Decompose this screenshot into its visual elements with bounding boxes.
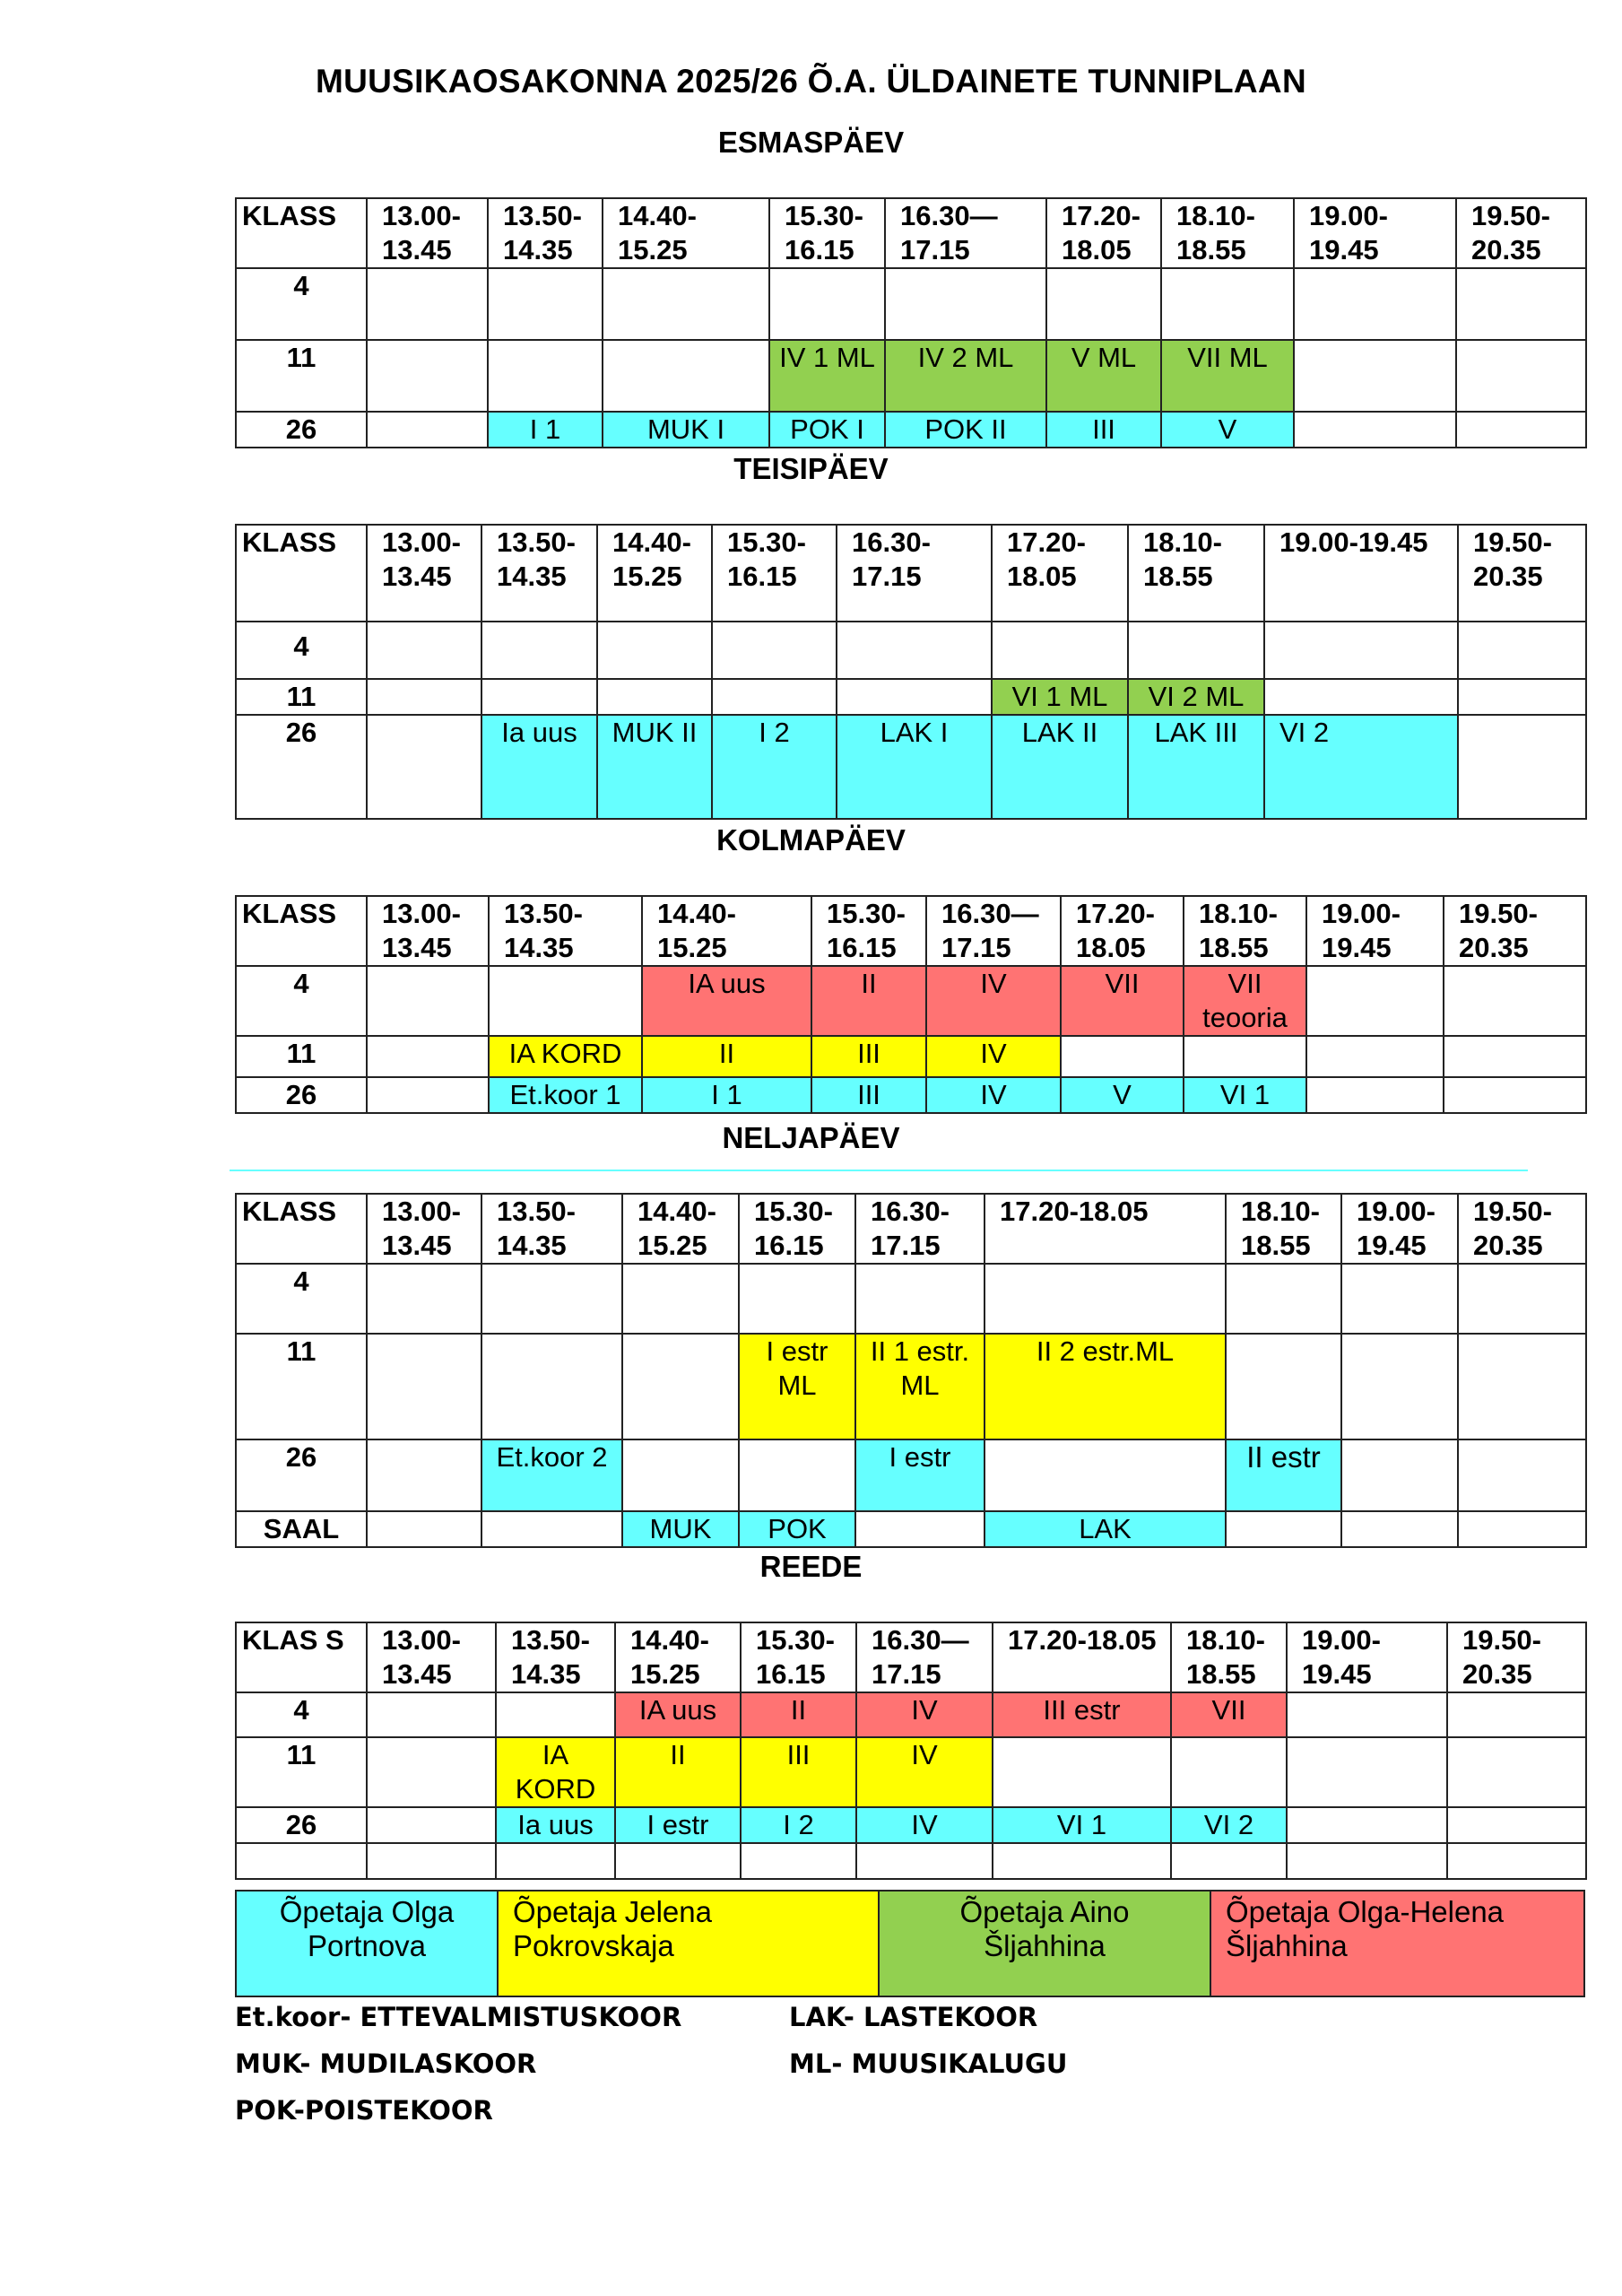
lesson-cell: I 1: [488, 412, 603, 448]
lesson-cell: III: [811, 1077, 926, 1113]
header-cell: 15.30-16.15: [712, 525, 837, 622]
class-label: 11: [236, 340, 367, 412]
class-label: SAAL: [236, 1511, 367, 1547]
lesson-cell: VII: [1061, 966, 1184, 1036]
header-cell: 13.50-14.35: [488, 198, 603, 268]
header-cell: 18.10-18.55: [1161, 198, 1294, 268]
abbreviation-pok: POK-POISTEKOOR: [235, 2095, 493, 2126]
class-label: 11: [236, 1737, 367, 1807]
day-heading-wednesday: KOLMAPÄEV: [716, 823, 906, 857]
lesson-cell: IV: [856, 1807, 993, 1843]
header-cell: 19.00-19.45: [1287, 1622, 1447, 1692]
header-cell: 19.50-20.35: [1447, 1622, 1586, 1692]
lesson-cell: IV: [926, 1036, 1061, 1077]
header-cell: 13.50-14.35: [489, 896, 642, 966]
lesson-cell: III: [1046, 412, 1161, 448]
header-cell: 17.20-18.05: [993, 1622, 1171, 1692]
legend-olga-portnova: Õpetaja Olga Portnova: [237, 1892, 499, 1996]
header-cell: 19.50-20.35: [1458, 1194, 1586, 1264]
lesson-cell: POK II: [885, 412, 1046, 448]
header-cell: KLASS: [236, 525, 367, 622]
lesson-cell: Et.koor 2: [481, 1439, 622, 1511]
lesson-cell: VII: [1171, 1692, 1287, 1737]
header-cell: 14.40-15.25: [597, 525, 712, 622]
lesson-cell: VI 2: [1264, 715, 1458, 819]
lesson-cell: LAK II: [992, 715, 1128, 819]
header-cell: 18.10-18.55: [1184, 896, 1306, 966]
header-cell: KLAS S: [236, 1622, 367, 1692]
header-cell: 19.00-19.45: [1294, 198, 1456, 268]
header-cell: 14.40-15.25: [622, 1194, 739, 1264]
header-cell: 16.30—17.15: [856, 1622, 993, 1692]
class-label: 11: [236, 1334, 367, 1439]
class-label: 26: [236, 1077, 367, 1113]
class-label: 26: [236, 1439, 367, 1511]
lesson-cell: V: [1161, 412, 1294, 448]
schedule-table-tuesday: [235, 524, 1587, 820]
schedule-table-wednesday: [235, 895, 1587, 1114]
header-cell: 19.00-19.45: [1341, 1194, 1458, 1264]
class-label: 4: [236, 622, 367, 679]
section-divider: [230, 1170, 1528, 1171]
lesson-cell: II: [642, 1036, 811, 1077]
lesson-cell: VI 1: [993, 1807, 1171, 1843]
lesson-cell: IV 2 ML: [885, 340, 1046, 412]
header-cell: 15.30-16.15: [769, 198, 885, 268]
lesson-cell: MUK I: [603, 412, 769, 448]
header-cell: 18.10-18.55: [1226, 1194, 1341, 1264]
schedule-table-monday: [235, 197, 1587, 448]
lesson-cell: IV: [856, 1692, 993, 1737]
page-title: MUUSIKAOSAKONNA 2025/26 Õ.A. ÜLDAINETE TUNNIPLAAN: [316, 63, 1306, 100]
legend-olga-helena-sljahhina: Õpetaja Olga-Helena Šljahhina: [1211, 1892, 1583, 1996]
lesson-cell: II: [741, 1692, 856, 1737]
lesson-cell: I 1: [642, 1077, 811, 1113]
lesson-cell: IA KORD: [489, 1036, 642, 1077]
header-cell: 13.50-14.35: [481, 525, 597, 622]
header-cell: KLASS: [236, 896, 367, 966]
legend-jelena-pokrovskaja: Õpetaja Jelena Pokrovskaja: [499, 1892, 880, 1996]
header-cell: 16.30-17.15: [855, 1194, 984, 1264]
class-label: 11: [236, 679, 367, 715]
header-cell: 19.00-19.45: [1264, 525, 1458, 622]
lesson-cell: I 2: [712, 715, 837, 819]
lesson-cell: IV: [856, 1737, 993, 1807]
abbreviation-etkoor: Et.koor- ETTEVALMISTUSKOOR: [235, 2002, 682, 2032]
header-cell: 15.30-16.15: [739, 1194, 855, 1264]
class-label: 4: [236, 966, 367, 1036]
lesson-cell: MUK: [622, 1511, 739, 1547]
abbreviation-lak: LAK- LASTEKOOR: [789, 2002, 1038, 2032]
abbreviation-muk: MUK- MUDILASKOOR: [235, 2048, 537, 2079]
lesson-cell: VI 2 ML: [1128, 679, 1264, 715]
class-label: 11: [236, 1036, 367, 1077]
header-cell: 17.20-18.05: [1061, 896, 1184, 966]
header-cell: 18.10-18.55: [1128, 525, 1264, 622]
class-label: 4: [236, 1264, 367, 1334]
lesson-cell: II estr: [1226, 1439, 1341, 1511]
lesson-cell: Et.koor 1: [489, 1077, 642, 1113]
lesson-cell: IA KORD: [496, 1737, 615, 1807]
header-cell: 13.00-13.45: [367, 896, 489, 966]
lesson-cell: I 2: [741, 1807, 856, 1843]
lesson-cell: VI 2: [1171, 1807, 1287, 1843]
header-cell: 13.00-13.45: [367, 525, 481, 622]
lesson-cell: VI 1: [1184, 1077, 1306, 1113]
class-label: 4: [236, 1692, 367, 1737]
lesson-cell: IA uus: [615, 1692, 741, 1737]
header-cell: 13.50-14.35: [481, 1194, 622, 1264]
lesson-cell: VII teooria: [1184, 966, 1306, 1036]
header-cell: 13.00-13.45: [367, 1194, 481, 1264]
lesson-cell: IV 1 ML: [769, 340, 885, 412]
header-cell: 19.00-19.45: [1306, 896, 1444, 966]
header-cell: 13.50-14.35: [496, 1622, 615, 1692]
lesson-cell: II: [615, 1737, 741, 1807]
class-label: 26: [236, 412, 367, 448]
lesson-cell: V ML: [1046, 340, 1161, 412]
abbreviation-ml: ML- MUUSIKALUGU: [789, 2048, 1068, 2079]
schedule-table-friday: [235, 1622, 1587, 1880]
class-label: 4: [236, 268, 367, 340]
lesson-cell: VI 1 ML: [992, 679, 1128, 715]
lesson-cell: V: [1061, 1077, 1184, 1113]
lesson-cell: IV: [926, 1077, 1061, 1113]
day-heading-thursday: NELJAPÄEV: [722, 1121, 900, 1154]
lesson-cell: POK I: [769, 412, 885, 448]
header-cell: 19.50-20.35: [1458, 525, 1586, 622]
day-heading-tuesday: TEISIPÄEV: [733, 452, 889, 485]
header-cell: 17.20-18.05: [992, 525, 1128, 622]
header-cell: KLASS: [236, 198, 367, 268]
header-cell: 17.20-18.05: [984, 1194, 1226, 1264]
lesson-cell: III: [741, 1737, 856, 1807]
lesson-cell: LAK I: [837, 715, 992, 819]
class-label: 26: [236, 1807, 367, 1843]
header-cell: KLASS: [236, 1194, 367, 1264]
lesson-cell: IV: [926, 966, 1061, 1036]
lesson-cell: II 1 estr. ML: [855, 1334, 984, 1439]
header-cell: 14.40-15.25: [603, 198, 769, 268]
header-cell: 19.50-20.35: [1456, 198, 1586, 268]
header-cell: 16.30—17.15: [926, 896, 1061, 966]
lesson-cell: II 2 estr.ML: [984, 1334, 1226, 1439]
class-label: 26: [236, 715, 367, 819]
header-cell: 16.30-17.15: [837, 525, 992, 622]
lesson-cell: VII ML: [1161, 340, 1294, 412]
header-cell: 14.40-15.25: [642, 896, 811, 966]
schedule-table-thursday: [235, 1193, 1587, 1548]
lesson-cell: I estr ML: [739, 1334, 855, 1439]
lesson-cell: Ia uus: [481, 715, 597, 819]
teacher-legend: [235, 1890, 1585, 1997]
day-heading-monday: ESMASPÄEV: [717, 126, 905, 159]
header-cell: 14.40-15.25: [615, 1622, 741, 1692]
lesson-cell: I estr: [615, 1807, 741, 1843]
lesson-cell: II: [811, 966, 926, 1036]
header-cell: 15.30-16.15: [741, 1622, 856, 1692]
lesson-cell: III: [811, 1036, 926, 1077]
header-cell: 17.20-18.05: [1046, 198, 1161, 268]
lesson-cell: IA uus: [642, 966, 811, 1036]
header-cell: 15.30-16.15: [811, 896, 926, 966]
lesson-cell: Ia uus: [496, 1807, 615, 1843]
header-cell: 18.10-18.55: [1171, 1622, 1287, 1692]
header-cell: 13.00-13.45: [367, 198, 488, 268]
lesson-cell: III estr: [993, 1692, 1171, 1737]
lesson-cell: LAK: [984, 1511, 1226, 1547]
header-cell: 16.30—17.15: [885, 198, 1046, 268]
lesson-cell: I estr: [855, 1439, 984, 1511]
day-heading-friday: REEDE: [759, 1550, 863, 1583]
lesson-cell: POK: [739, 1511, 855, 1547]
lesson-cell: MUK II: [597, 715, 712, 819]
lesson-cell: LAK III: [1128, 715, 1264, 819]
header-cell: 13.00-13.45: [367, 1622, 496, 1692]
header-cell: 19.50-20.35: [1444, 896, 1586, 966]
legend-aino-sljahhina: Õpetaja Aino Šljahhina: [880, 1892, 1211, 1996]
